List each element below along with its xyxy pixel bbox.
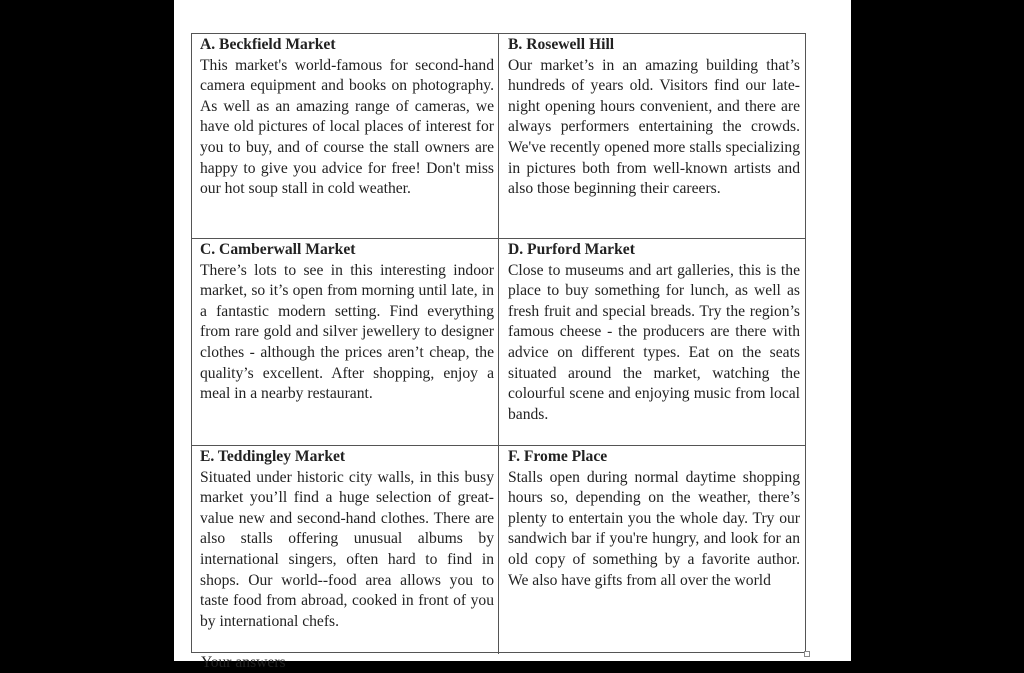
market-title: E. Teddingley Market [200, 448, 346, 465]
market-title: A. Beckfield Market [200, 36, 336, 53]
market-title: D. Purford Market [508, 241, 635, 258]
market-description: Stalls open during normal daytime shopping hours so, depending on the weather, there’s plenty to entertain you the whole day. Try our sandwich bar if you're hungry, and look for an old copy of something by a favorite author. We also have gifts from all over the world [508, 468, 800, 589]
market-title: B. Rosewell Hill [508, 36, 615, 53]
answers-label: Your answers [201, 654, 286, 671]
market-description: Our market’s in an amazing building that’s hundreds of years old. Visitors find our late-night opening hours convenient, and there are always performers entertaining the crowds. We've recently opened more stalls specializing in pictures both from well-known artists and also those beginning their careers. [508, 56, 800, 198]
market-cell-e [192, 446, 499, 654]
market-cell-a [192, 34, 499, 239]
market-description: There’s lots to see in this interesting indoor market, so it’s open from morning until late, in a fantastic modern setting. Find everything from rare gold and silver jewellery to designer clothes - although the prices aren’t cheap, the quality’s excellent. After shopping, enjoy a meal in a nearby restaurant. [200, 261, 494, 403]
market-description: Situated under historic city walls, in this busy market you’ll find a huge selection of great-value new and second-hand clothes. There are also stalls offering unusual albums by international singers, often hard to find in shops. Our world--food area allows you to taste food from abroad, cooked in front of you by international chefs. [200, 468, 494, 630]
market-cell-c [192, 239, 499, 446]
market-title: C. Camberwall Market [200, 241, 356, 258]
table-resize-handle[interactable] [804, 651, 810, 657]
market-title: F. Frome Place [508, 448, 608, 465]
market-cell-f [499, 446, 806, 654]
market-description: Close to museums and art galleries, this is the place to buy something for lunch, as well as fresh fruit and special breads. Try the region’s famous cheese - the producers are there with advice on different types. Eat on the seats situated around the market, watching the colourful scene and enjoying music from local bands. [508, 261, 800, 423]
markets-table [191, 33, 806, 653]
market-cell-d [499, 239, 806, 446]
market-cell-b [499, 34, 806, 239]
market-description: This market's world-famous for second-hand camera equipment and books on photography. As well as an amazing range of cameras, we have old pictures of local places of interest for you to buy, and of course the stall owners are happy to give you advice for free! Don't miss our hot soup stall in cold weather. [200, 56, 494, 198]
document-page [174, 0, 851, 671]
